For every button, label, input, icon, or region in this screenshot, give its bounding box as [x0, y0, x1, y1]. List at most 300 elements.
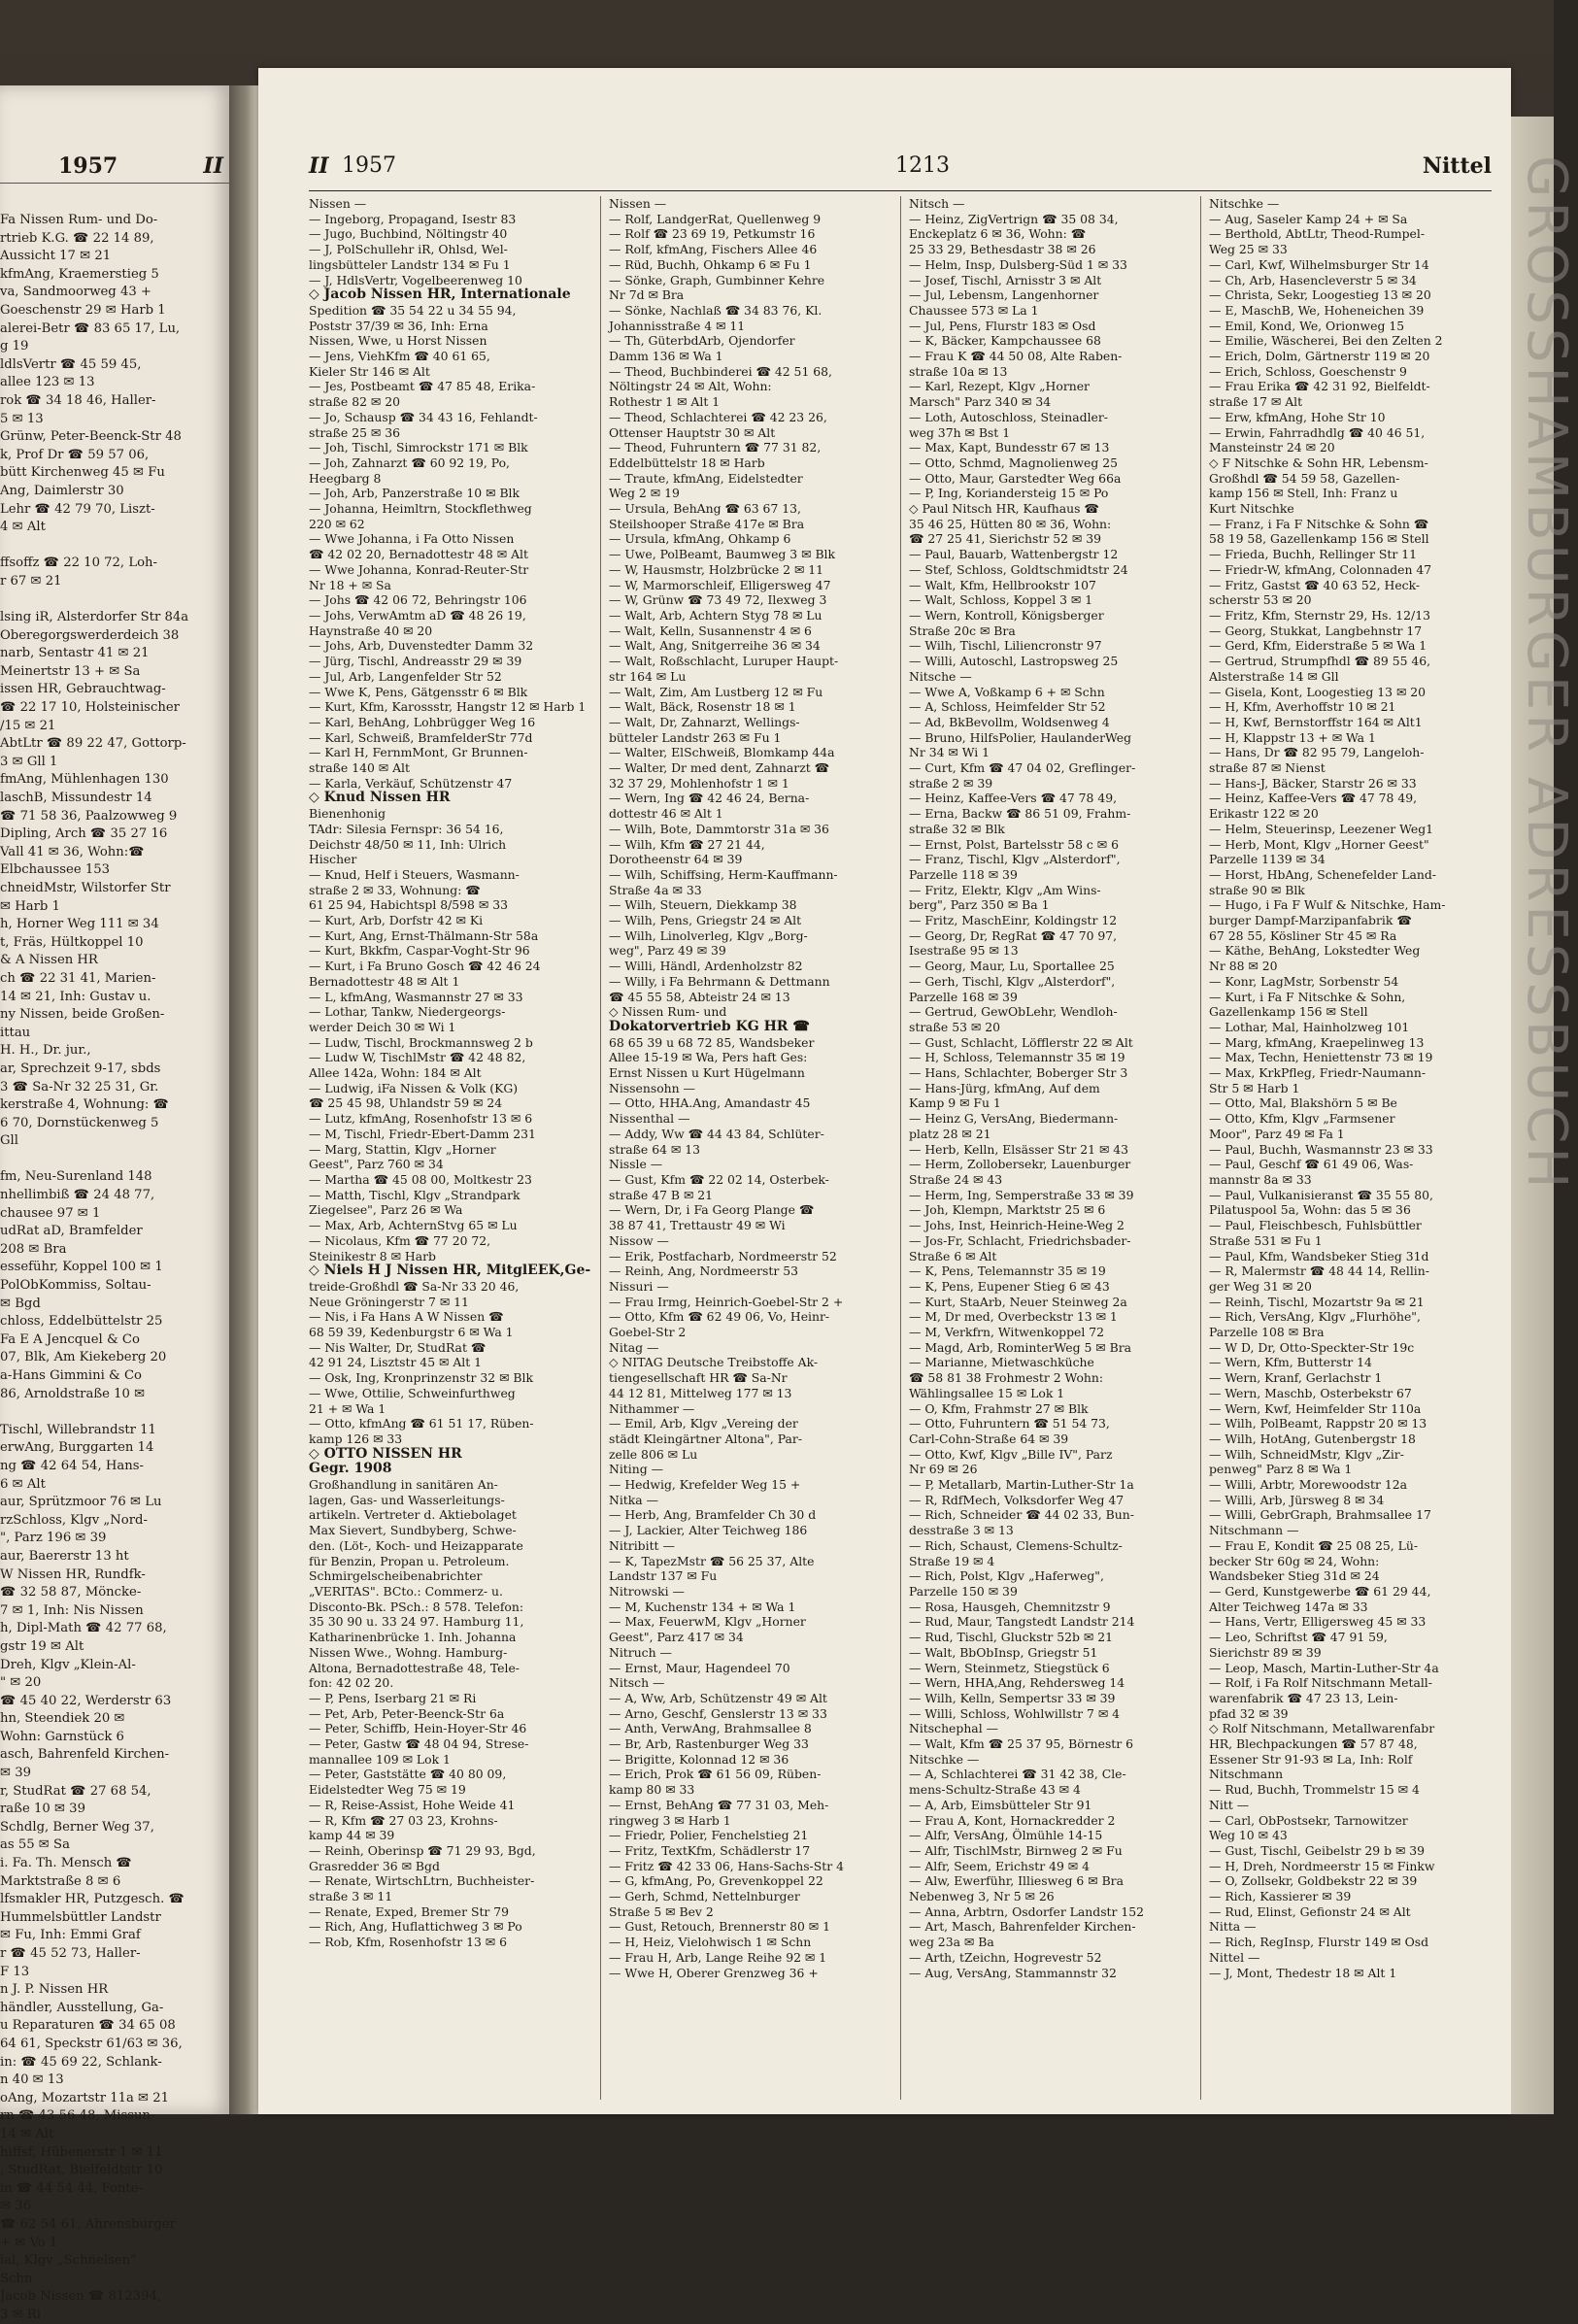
directory-entry-line: fm, Neu-Surenland 148: [0, 1169, 152, 1185]
directory-entry-line: Hischer: [309, 852, 357, 867]
directory-entry-line: , StudRat, Bielfeldtstr 10: [0, 2163, 163, 2178]
directory-entry-line: — Knud, Helf i Steuers, Wasmann-: [309, 866, 520, 882]
directory-entry-line: — Anth, VerwAng, Brahmsallee 8: [609, 1721, 812, 1736]
directory-entry-line: in: ☎ 45 69 22, Schlank-: [0, 2054, 162, 2070]
directory-entry-line: — Gust, Schlacht, Löfflerstr 22 ✉ Alt: [909, 1034, 1133, 1050]
surname-heading: Nitka —: [609, 1492, 659, 1507]
directory-entry-line: Meinertstr 13 + ✉ Sa: [0, 663, 141, 679]
directory-entry-line: kamp 156 ✉ Stell, Inh: Franz u: [1209, 486, 1398, 501]
directory-entry-line: — Kurt, StaArb, Neuer Steinweg 2a: [909, 1294, 1127, 1309]
surname-heading: Nithammer —: [609, 1400, 695, 1416]
directory-entry-line: — Rich, Schaust, Clemens-Schultz-: [909, 1537, 1123, 1553]
directory-entry-line: — Leo, Schriftst ☎ 47 91 59,: [1209, 1630, 1388, 1645]
directory-entry-line: — Wwe, Ottilie, Schweinfurthweg: [309, 1385, 516, 1400]
directory-entry-line: — Wilh, Linolverleg, Klgv „Borg-: [609, 927, 808, 943]
directory-entry-line: straße 90 ✉ Blk: [1209, 882, 1305, 897]
directory-entry-line: Bernadottestr 48 ✉ Alt 1: [309, 973, 460, 989]
surname-heading: Nitsch —: [609, 1675, 665, 1691]
directory-entry-line: ffsoffz ☎ 22 10 72, Loh-: [0, 556, 157, 571]
directory-entry-line: — Rud, Buchh, Trommelstr 15 ✉ 4: [1209, 1782, 1420, 1798]
directory-entry-line: — Jul, Pens, Flurstr 183 ✉ Osd: [909, 318, 1096, 333]
directory-entry-line: — P, Pens, Iserbarg 21 ✉ Ri: [309, 1690, 477, 1705]
directory-entry-line: Nr 69 ✉ 26: [909, 1462, 978, 1477]
directory-entry-line: ◇ Niels H J Nissen HR, MitglEEK,Ge-: [309, 1263, 591, 1279]
directory-entry-line: — G, kfmAng, Po, Grevenkoppel 22: [609, 1873, 823, 1889]
directory-entry-line: straße 64 ✉ 13: [609, 1141, 700, 1157]
directory-entry-line: ☎ 62 54 61, Ahrensburger: [0, 2216, 176, 2232]
directory-entry-line: Nr 7d ✉ Bra: [609, 287, 685, 303]
directory-entry-line: Geest", Parz 760 ✉ 34: [309, 1157, 444, 1172]
directory-entry-line: — Marg, kfmAng, Kraepelinweg 13: [1209, 1034, 1425, 1050]
directory-entry-line: — M, Dr med, Overbeckstr 13 ✉ 1: [909, 1309, 1118, 1325]
directory-entry-line: Nr 34 ✉ Wi 1: [909, 745, 990, 760]
surname-heading: Nissensohn —: [609, 1080, 695, 1095]
directory-entry-line: Straße 20c ✉ Bra: [909, 623, 1016, 638]
directory-entry-line: — Otto, HHA.Ang, Amandastr 45: [609, 1095, 811, 1111]
directory-entry-line: ial, Klgv „Schnelsen": [0, 2253, 137, 2269]
directory-entry-line: rzSchloss, Klgv „Nord-: [0, 1512, 148, 1528]
directory-entry-line: h, Horner Weg 111 ✉ 34: [0, 917, 159, 932]
directory-entry-line: — Otto, Kfm ☎ 62 49 06, Vo, Heinr-: [609, 1309, 830, 1325]
directory-entry-line: 07, Blk, Am Kiekeberg 20: [0, 1350, 167, 1365]
directory-entry-line: — O, Zollsekr, Goldbekstr 22 ✉ 39: [1209, 1873, 1418, 1889]
directory-entry-line: Eidelstedter Weg 75 ✉ 19: [309, 1782, 466, 1798]
directory-entry-line: dottestr 46 ✉ Alt 1: [609, 806, 723, 822]
directory-entry-line: — Johs ☎ 42 06 72, Behringstr 106: [309, 592, 527, 608]
directory-entry-line: nhellimbiß ☎ 24 48 77,: [0, 1188, 155, 1203]
directory-entry-line: — Hans, Dr ☎ 82 95 79, Langeloh-: [1209, 745, 1425, 760]
directory-entry-line: r ☎ 45 52 73, Haller-: [0, 1946, 141, 1961]
left-page-header: [58, 153, 223, 179]
directory-entry-line: Wählingsallee 15 ✉ Lok 1: [909, 1385, 1065, 1400]
directory-entry-line: — Johs, Inst, Heinrich-Heine-Weg 2: [909, 1218, 1125, 1233]
directory-entry-line: — Anna, Arbtrn, Osdorfer Landstr 152: [909, 1903, 1145, 1919]
directory-entry-line: — Wwe K, Pens, Gätgensstr 6 ✉ Blk: [309, 684, 528, 699]
directory-entry-line: straße 53 ✉ 20: [909, 1019, 1000, 1034]
directory-entry-line: 3 ✉ Gll 1: [0, 754, 58, 769]
directory-entry-line: — M, Kuchenstr 134 + ✉ Wa 1: [609, 1599, 796, 1614]
directory-entry-line: für Benzin, Propan u. Petroleum.: [309, 1553, 510, 1568]
directory-entry-line: — Hans-Jürg, kfmAng, Auf dem: [909, 1080, 1100, 1095]
directory-entry-line: fmAng, Mühlenhagen 130: [0, 772, 169, 788]
directory-entry-line: — Georg, Stukkat, Langbehnstr 17: [1209, 623, 1423, 638]
directory-entry-line: — Wern, HHA,Ang, Rehdersweg 14: [909, 1675, 1125, 1691]
directory-entry-line: Isestraße 95 ✉ 13: [909, 943, 1019, 959]
directory-entry-line: — Erwin, Fahrradhdlg ☎ 40 46 51,: [1209, 424, 1426, 440]
directory-entry-line: ger Weg 31 ✉ 20: [1209, 1278, 1312, 1294]
directory-entry-line: — Erich, Prok ☎ 61 56 09, Rüben-: [609, 1767, 822, 1782]
directory-entry-line: aur, Sprützmoor 76 ✉ Lu: [0, 1495, 162, 1510]
directory-entry-line: — Wilh, HotAng, Gutenbergstr 18: [1209, 1431, 1416, 1446]
directory-entry-line: — Johs, Arb, Duvenstedter Damm 32: [309, 638, 534, 654]
directory-entry-line: — Wilh, Bote, Dammtorstr 31a ✉ 36: [609, 821, 829, 836]
directory-entry-line: tiengesellschaft HR ☎ Sa-Nr: [609, 1370, 788, 1386]
directory-entry-line: rtrieb K.G. ☎ 22 14 89,: [0, 230, 154, 246]
directory-entry-line: Straße 4a ✉ 33: [609, 882, 702, 897]
directory-entry-line: — Otto, Mal, Blakshörn 5 ✉ Be: [1209, 1095, 1397, 1111]
directory-entry-line: — Wern, Kontroll, Königsberger: [909, 607, 1104, 623]
directory-entry-line: — Otto, Maur, Garstedter Weg 66a: [909, 470, 1122, 486]
directory-entry-line: Schmirgelscheibenabrichter: [309, 1568, 483, 1584]
directory-entry-line: Nebenweg 3, Nr 5 ✉ 26: [909, 1889, 1055, 1904]
directory-entry-line: 67 28 55, Kösliner Str 45 ✉ Ra: [1209, 927, 1397, 943]
directory-entry-line: — Franz, i Fa F Nitschke & Sohn ☎: [1209, 516, 1429, 531]
surname-heading: Nitsche —: [909, 668, 972, 684]
directory-entry-line: — Wilh, Kfm ☎ 27 21 44,: [609, 836, 765, 852]
directory-entry-line: — Karla, Verkäuf, Schützenstr 47: [309, 775, 513, 791]
directory-entry-line: chloss, Eddelbüttelstr 25: [0, 1314, 163, 1330]
directory-entry-line: — Max, KrkPfleg, Friedr-Naumann-: [1209, 1065, 1427, 1081]
directory-entry-line: — Erich, Dolm, Gärtnerstr 119 ✉ 20: [1209, 349, 1430, 364]
directory-entry-line: 7 ✉ 1, Inh: Nis Nissen: [0, 1602, 144, 1618]
directory-entry-line: Parzelle 1139 ✉ 34: [1209, 852, 1326, 867]
directory-entry-line: 38 87 41, Trettaustr 49 ✉ Wi: [609, 1218, 786, 1233]
directory-entry-line: — Willi, Autoschl, Lastropsweg 25: [909, 654, 1119, 669]
directory-entry-line: — Otto, Kwf, Klgv „Bille IV", Parz: [909, 1446, 1113, 1462]
directory-entry-line: — Gust, Retouch, Brennerstr 80 ✉ 1: [609, 1919, 830, 1935]
column-divider: [900, 196, 901, 2100]
directory-entry-line: Straße 19 ✉ 4: [909, 1553, 995, 1568]
directory-entry-line: — A, Schlachterei ☎ 31 42 38, Cle-: [909, 1767, 1126, 1782]
directory-entry-line: — J, Lackier, Alter Teichweg 186: [609, 1523, 808, 1538]
directory-entry-line: — Wilh, Tischl, Liliencronstr 97: [909, 638, 1102, 654]
directory-entry-line: — Rolf ☎ 23 69 19, Petkumstr 16: [609, 226, 816, 242]
directory-entry-line: Disconto-Bk. PSch.: 8 578. Telefon:: [309, 1599, 524, 1614]
directory-entry-line: — Lothar, Tankw, Niedergeorgs-: [309, 1004, 506, 1020]
directory-entry-line: burger Dampf-Marzipanfabrik ☎: [1209, 913, 1412, 928]
directory-entry-line: — Helm, Steuerinsp, Leezener Weg1: [1209, 821, 1434, 836]
directory-entry-line: 220 ✉ 62: [309, 516, 365, 531]
directory-entry-line: Fa Nissen Rum- und Do-: [0, 213, 158, 227]
directory-entry-line: — Walt, Ang, Snitgerreihe 36 ✉ 34: [609, 638, 821, 654]
directory-entry-line: t, Fräs, Hültkoppel 10: [0, 934, 144, 950]
directory-entry-line: Hummelsbüttler Landstr: [0, 1909, 161, 1925]
directory-entry-line: — Heinz, Kaffee-Vers ☎ 47 78 49,: [1209, 791, 1418, 806]
directory-entry-line: — W, Hausmstr, Holzbrücke 2 ✉ 11: [609, 561, 824, 577]
directory-entry-line: — Fritz, TextKfm, Schädlerstr 17: [609, 1842, 811, 1858]
directory-entry-line: ☎ 27 25 41, Sierichstr 52 ✉ 39: [909, 531, 1102, 547]
directory-entry-line: — Heinz, Kaffee-Vers ☎ 47 78 49,: [909, 791, 1118, 806]
directory-entry-line: — Paul, Kfm, Wandsbeker Stieg 31d: [1209, 1248, 1429, 1263]
directory-entry-line: — Kurt, Ang, Ernst-Thälmann-Str 58a: [309, 927, 539, 943]
directory-entry-line: kamp 126 ✉ 33: [309, 1431, 403, 1446]
directory-entry-line: Tischl, Willebrandstr 11: [0, 1422, 156, 1437]
directory-entry-line: — Gertrud, Strumpfhdl ☎ 89 55 46,: [1209, 654, 1431, 669]
directory-entry-line: Goeschenstr 29 ✉ Harb 1: [0, 302, 166, 318]
directory-entry-line: — Herb, Mont, Klgv „Horner Geest": [1209, 836, 1429, 852]
directory-entry-line: — Lothar, Mal, Hainholzweg 101: [1209, 1019, 1410, 1034]
directory-entry-line: Kurt Nitschke: [1209, 501, 1294, 517]
directory-entry-line: Steinikestr 8 ✉ Harb: [309, 1248, 436, 1263]
directory-entry-line: Fa E A Jencquel & Co: [0, 1331, 140, 1347]
directory-entry-line: [0, 590, 219, 609]
directory-entry-line: a-Hans Gimmini & Co: [0, 1368, 142, 1383]
directory-entry-line: — Wern, Dr, i Fa Georg Plange ☎: [609, 1202, 815, 1218]
directory-entry-line: — Carl, ObPostsekr, Tarnowitzer: [1209, 1812, 1408, 1828]
left-page-section: II: [203, 153, 223, 179]
directory-entry-line: — Heinz, ZigVertrign ☎ 35 08 34,: [909, 211, 1119, 226]
directory-entry-line: ◇ Rolf Nitschmann, Metallwarenfabr: [1209, 1721, 1435, 1736]
directory-entry-line: — Otto, Kfm, Klgv „Farmsener: [1209, 1111, 1395, 1127]
directory-entry-line: bütteler Landstr 263 ✉ Fu 1: [609, 729, 782, 745]
directory-entry-line: — Christa, Sekr, Loogestieg 13 ✉ 20: [1209, 287, 1431, 303]
directory-entry-line: — Fritz, MaschEinr, Koldingstr 12: [909, 913, 1118, 928]
surname-heading: Nitruch —: [609, 1644, 672, 1660]
directory-entry-line: — O, Kfm, Frahmstr 27 ✉ Blk: [909, 1400, 1089, 1416]
directory-entry-line: — Walt, Dr, Zahnarzt, Wellings-: [609, 714, 800, 729]
directory-entry-line: — Aug, VersAng, Stammannstr 32: [909, 1965, 1117, 1980]
directory-entry-line: — Wilh, Pens, Griegstr 24 ✉ Alt: [609, 913, 802, 928]
directory-entry-line: — Fritz ☎ 42 33 06, Hans-Sachs-Str 4: [609, 1858, 844, 1873]
directory-entry-line: straße 2 ✉ 33, Wohnung: ☎: [309, 882, 481, 897]
directory-entry-line: straße 32 ✉ Blk: [909, 821, 1005, 836]
directory-entry-line: Allee 142a, Wohn: 184 ✉ Alt: [309, 1065, 482, 1081]
directory-entry-line: — H, Dreh, Nordmeerstr 15 ✉ Finkw: [1209, 1858, 1435, 1873]
column-divider: [1200, 196, 1201, 2100]
directory-entry-line: Erikastr 122 ✉ 20: [1209, 806, 1319, 822]
directory-entry-line: Nissen Wwe., Wohng. Hamburg-: [309, 1644, 508, 1660]
directory-entry-line: 61 25 94, Habichtspl 8/598 ✉ 33: [309, 897, 508, 913]
directory-entry-line: — Pet, Arb, Peter-Beenck-Str 6a: [309, 1705, 505, 1721]
directory-entry-line: Alter Teichweg 147a ✉ 33: [1209, 1599, 1368, 1614]
directory-entry-line: laschB, Missundestr 14: [0, 791, 152, 805]
directory-column-1: [309, 196, 590, 2100]
directory-entry-line: — Wilh, SchneidMstr, Klgv „Zir-: [1209, 1446, 1404, 1462]
directory-entry-line: kamp 44 ✉ 39: [309, 1828, 395, 1843]
directory-entry-line: — Otto, Fuhruntern ☎ 51 54 73,: [909, 1416, 1110, 1431]
directory-entry-line: — Frau H, Arb, Lange Reihe 92 ✉ 1: [609, 1949, 827, 1965]
directory-entry-line: — Walt, Kfm ☎ 25 37 95, Börnestr 6: [909, 1736, 1134, 1752]
directory-entry-line: treide-Großhdl ☎ Sa-Nr 33 20 46,: [309, 1278, 520, 1294]
directory-entry-line: lfsmakler HR, Putzgesch. ☎: [0, 1892, 185, 1907]
directory-entry-line: — Walt, Arb, Achtern Styg 78 ✉ Lu: [609, 607, 823, 623]
right-page-year: 1957: [342, 153, 396, 178]
directory-entry-line: F 13: [0, 1964, 30, 1979]
directory-entry-line: Bienenhonig: [309, 806, 386, 822]
directory-entry-line: ✉ 39: [0, 1766, 32, 1781]
directory-entry-line: — Georg, Dr, RegRat ☎ 47 70 97,: [909, 927, 1118, 943]
directory-entry-line: — Loth, Autoschloss, Steinadler-: [909, 409, 1108, 424]
directory-entry-line: — Stef, Schloss, Goldtschmidtstr 24: [909, 561, 1128, 577]
directory-entry-line: — Karl H, FernmMont, Gr Brunnen-: [309, 745, 528, 760]
directory-entry-line: Straße 24 ✉ 43: [909, 1172, 1003, 1187]
directory-entry-line: ◇ F Nitschke & Sohn HR, Lebensm-: [1209, 455, 1428, 470]
directory-entry-line: — Otto, kfmAng ☎ 61 51 17, Rüben-: [309, 1416, 534, 1431]
directory-entry-line: — Alw, Ewerführ, Illiesweg 6 ✉ Bra: [909, 1873, 1124, 1889]
directory-entry-line: penweg" Parz 8 ✉ Wa 1: [1209, 1462, 1353, 1477]
right-page-section: II: [309, 153, 329, 179]
directory-entry-line: h, Dipl-Math ☎ 42 77 68,: [0, 1621, 167, 1636]
directory-entry-line: — Herm, Ing, Semperstraße 33 ✉ 39: [909, 1187, 1134, 1202]
directory-entry-line: — Walt, Schloss, Koppel 3 ✉ 1: [909, 592, 1093, 608]
directory-entry-line: — Rich, VersAng, Klgv „Flurhöhe",: [1209, 1309, 1421, 1325]
directory-entry-line: — Ingeborg, Propagand, Isestr 83: [309, 211, 517, 226]
directory-entry-line: — H, Kfm, Averhoffstr 10 ✉ 21: [1209, 699, 1396, 715]
directory-entry-line: gstr 19 ✉ Alt: [0, 1638, 84, 1654]
directory-entry-line: str 164 ✉ Lu: [609, 668, 687, 684]
directory-entry-line: — J, PolSchullehr iR, Ohlsd, Wel-: [309, 242, 508, 257]
directory-entry-line: udRat aD, Bramfelder: [0, 1224, 143, 1239]
directory-entry-line: — Rolf, LandgerRat, Quellenweg 9: [609, 211, 822, 226]
directory-entry-line: mens-Schultz-Straße 43 ✉ 4: [909, 1782, 1081, 1798]
directory-entry-line: mannstr 8a ✉ 33: [1209, 1172, 1312, 1187]
directory-entry-line: — Kurt, Arb, Dorfstr 42 ✉ Ki: [309, 913, 484, 928]
directory-entry-line: — Wilh, Kelln, Sempertsr 33 ✉ 39: [909, 1690, 1116, 1705]
directory-entry-line: Carl-Cohn-Straße 64 ✉ 39: [909, 1431, 1069, 1446]
directory-entry-line: — Willi, Arb, Jürsweg 8 ✉ 34: [1209, 1492, 1385, 1507]
directory-entry-line: — Wilh, Steuern, Diekkamp 38: [609, 897, 797, 913]
directory-entry-line: Dorotheenstr 64 ✉ 39: [609, 852, 743, 867]
directory-entry-line: n 40 ✉ 13: [0, 2072, 64, 2088]
page-keyword: Nittel: [1422, 153, 1492, 179]
directory-entry-line: — Alfr, VersAng, Ölmühle 14-15: [909, 1828, 1103, 1843]
directory-entry-line: — Ad, BkBevollm, Woldsenweg 4: [909, 714, 1110, 729]
directory-entry-line: r 67 ✉ 21: [0, 573, 62, 589]
directory-entry-line: Grasredder 36 ✉ Bgd: [309, 1858, 440, 1873]
directory-entry-line: — Jens, ViehKfm ☎ 40 61 65,: [309, 349, 490, 364]
directory-entry-line: TAdr: Silesia Fernspr: 36 54 16,: [309, 821, 504, 836]
directory-entry-line: — Rolf, kfmAng, Fischers Allee 46: [609, 242, 818, 257]
directory-entry-line: ◇ NITAG Deutsche Treibstoffe Ak-: [609, 1355, 819, 1370]
directory-entry-line: — Franz, Tischl, Klgv „Alsterdorf",: [909, 852, 1121, 867]
directory-entry-line: — Wwe H, Oberer Grenzweg 36 +: [609, 1965, 819, 1980]
directory-entry-line: — Max, FeuerwM, Klgv „Horner: [609, 1614, 806, 1630]
directory-entry-line: — Walter, Dr med dent, Zahnarzt ☎: [609, 760, 830, 776]
directory-entry-line: — Kurt, i Fa Bruno Gosch ☎ 42 46 24: [309, 959, 541, 974]
surname-heading: Nissle —: [609, 1157, 663, 1172]
directory-entry-line: — Rolf, i Fa Rolf Nitschmann Metall-: [1209, 1675, 1432, 1691]
directory-entry-line: becker Str 60g ✉ 24, Wohn:: [1209, 1553, 1380, 1568]
directory-entry-line: — Br, Arb, Rastenburger Weg 33: [609, 1736, 809, 1752]
directory-entry-line: — Erna, Backw ☎ 86 51 09, Frahm-: [909, 806, 1131, 822]
directory-entry-line: 64 61, Speckstr 61/63 ✉ 36,: [0, 2036, 183, 2051]
directory-entry-line: 14 ✉ Alt: [0, 2126, 54, 2141]
directory-entry-line: — Walt, BbObInsp, Griegstr 51: [909, 1644, 1098, 1660]
directory-entry-line: g 19: [0, 339, 29, 354]
directory-entry-line: Steilshooper Straße 417e ✉ Bra: [609, 516, 805, 531]
directory-entry-line: — Ernst, Polst, Bartelsstr 58 c ✉ 6: [909, 836, 1120, 852]
directory-entry-line: — Joh, Tischl, Simrockstr 171 ✉ Blk: [309, 440, 528, 455]
directory-entry-line: — M, Tischl, Friedr-Ebert-Damm 231: [309, 1126, 536, 1141]
directory-entry-line: Gazellenkamp 156 ✉ Stell: [1209, 1004, 1368, 1020]
directory-entry-line: — Willi, Schloss, Wohlwillstr 7 ✉ 4: [909, 1705, 1121, 1721]
directory-entry-line: Nissen, Wwe, u Horst Nissen: [309, 333, 487, 349]
directory-entry-line: straße 3 ✉ 11: [309, 1889, 393, 1904]
directory-entry-line: ✉ Fu, Inh: Emmi Graf: [0, 1928, 141, 1943]
directory-entry-line: asch, Bahrenfeld Kirchen-: [0, 1747, 170, 1763]
directory-entry-line: oAng, Mozartstr 11a ✉ 21: [0, 2090, 170, 2105]
directory-entry-line: lsing iR, Alsterdorfer Str 84a: [0, 610, 189, 625]
directory-entry-line: 3 ☎ Sa-Nr 32 25 31, Gr.: [0, 1079, 159, 1095]
directory-entry-line: — Walt, Kelln, Susannenstr 4 ✉ 6: [609, 623, 812, 638]
directory-entry-line: weg 23a ✉ Ba: [909, 1935, 994, 1950]
directory-entry-line: — Arth, tZeichn, Hogrevestr 52: [909, 1949, 1102, 1965]
directory-entry-line: Rothestr 1 ✉ Alt 1: [609, 394, 721, 410]
surname-heading: Nitag —: [609, 1339, 659, 1355]
directory-entry-line: 5 ✉ 13: [0, 411, 44, 426]
directory-entry-line: — Erik, Postfacharb, Nordmeerstr 52: [609, 1248, 837, 1263]
directory-entry-line: — Rich, Polst, Klgv „Haferweg",: [909, 1568, 1104, 1584]
directory-entry-line: — J, Mont, Thedestr 18 ✉ Alt 1: [1209, 1965, 1397, 1980]
directory-entry-line: — Walter, ElSchweiß, Blomkamp 44a: [609, 745, 835, 760]
directory-entry-line: — Wilh, Schiffsing, Herm-Kauffmann-: [609, 866, 838, 882]
directory-entry-line: — Lutz, kfmAng, Rosenhofstr 13 ✉ 6: [309, 1111, 533, 1127]
directory-entry-line: — W D, Dr, Otto-Speckter-Str 19c: [1209, 1339, 1415, 1355]
directory-entry-line: 21 + ✉ Wa 1: [309, 1400, 386, 1416]
directory-entry-line: — Max, Kapt, Bundesstr 67 ✉ 13: [909, 440, 1110, 455]
directory-entry-line: lingsbütteler Landstr 134 ✉ Fu 1: [309, 256, 511, 272]
directory-entry-line: — Nicolaus, Kfm ☎ 77 20 72,: [309, 1232, 491, 1248]
directory-entry-line: desstraße 3 ✉ 13: [909, 1523, 1014, 1538]
directory-entry-line: ☎ 71 58 36, Paalzowweg 9: [0, 808, 178, 824]
surname-heading: Nitsch —: [909, 196, 965, 211]
directory-entry-line: — Jürg, Tischl, Andreasstr 29 ✉ 39: [309, 654, 522, 669]
directory-entry-line: — Matth, Tischl, Klgv „Strandpark: [309, 1187, 520, 1202]
directory-entry-line: — Joh, Zahnarzt ☎ 60 92 19, Po,: [309, 455, 510, 470]
directory-entry-line: — Jo, Schausp ☎ 34 43 16, Fehlandt-: [309, 409, 538, 424]
directory-entry-line: — Walt, Zim, Am Lustberg 12 ✉ Fu: [609, 684, 823, 699]
directory-entry-line: Schdlg, Berner Weg 37,: [0, 1819, 154, 1835]
directory-entry-line: — Hans, Vertr, Elligersweg 45 ✉ 33: [1209, 1614, 1427, 1630]
directory-entry-line: Nr 18 + ✉ Sa: [309, 577, 391, 592]
directory-entry-line: zelle 806 ✉ Lu: [609, 1446, 698, 1462]
directory-entry-line: Lehr ☎ 42 79 70, Liszt-: [0, 501, 155, 517]
directory-entry-line: — Rüd, Buchh, Ohkamp 6 ✉ Fu 1: [609, 256, 812, 272]
directory-entry-line: 4 ✉ Alt: [0, 520, 46, 535]
surname-heading: Nitrowski —: [609, 1583, 685, 1599]
directory-entry-line: Spedition ☎ 35 54 22 u 34 55 94,: [309, 302, 517, 318]
directory-entry-line: städt Kleingärtner Altona", Par-: [609, 1431, 803, 1446]
directory-entry-line: — Hedwig, Krefelder Weg 15 +: [609, 1477, 801, 1493]
directory-entry-line: in ☎ 44 54 44, Fonte-: [0, 2180, 144, 2196]
directory-entry-line: u Reparaturen ☎ 34 65 08: [0, 2018, 176, 2034]
directory-entry-line: — Johanna, Heimltrn, Stockflethweg: [309, 501, 532, 517]
directory-entry-line: 6 70, Dornstückenweg 5: [0, 1115, 159, 1130]
directory-entry-line: — L, kfmAng, Wasmannstr 27 ✉ 33: [309, 989, 523, 1004]
directory-entry-line: — Peter, Gaststätte ☎ 40 80 09,: [309, 1767, 507, 1782]
directory-entry-line: — Joh, Arb, Panzerstraße 10 ✉ Blk: [309, 486, 520, 501]
directory-entry-line: — Wern, Maschb, Osterbekstr 67: [1209, 1385, 1412, 1400]
directory-entry-line: — Theod, Fuhruntern ☎ 77 31 82,: [609, 440, 822, 455]
directory-entry-line: Eddelbüttelstr 18 ✉ Harb: [609, 455, 765, 470]
directory-entry-line: ", Parz 196 ✉ 39: [0, 1531, 107, 1546]
directory-entry-line: — W, Grünw ☎ 73 49 72, Ilexweg 3: [609, 592, 827, 608]
directory-entry-line: 68 59 39, Kedenburgstr 6 ✉ Wa 1: [309, 1325, 514, 1340]
directory-entry-line: straße 87 ✉ Nienst: [1209, 760, 1326, 776]
directory-entry-line: — Frau K ☎ 44 50 08, Alte Raben-: [909, 349, 1123, 364]
directory-entry-line: — Jul, Arb, Langenfelder Str 52: [309, 668, 502, 684]
directory-entry-line: — Wwe A, Voßkamp 6 + ✉ Schn: [909, 684, 1105, 699]
directory-entry-line: Max Sievert, Sundbyberg, Schwe-: [309, 1523, 517, 1538]
directory-entry-line: — Willy, i Fa Behrmann & Dettmann: [609, 973, 830, 989]
right-page-header: [309, 153, 1492, 185]
directory-entry-line: narb, Sentastr 41 ✉ 21: [0, 646, 150, 661]
directory-entry-line: Ottenser Hauptstr 30 ✉ Alt: [609, 424, 776, 440]
directory-entry-line: — Fritz, Elektr, Klgv „Am Wins-: [909, 882, 1101, 897]
directory-entry-line: Ernst Nissen u Kurt Hügelmann: [609, 1065, 805, 1081]
directory-entry-line: [0, 1151, 219, 1169]
directory-entry-line: — Jos-Fr, Schlacht, Friedrichsbader-: [909, 1232, 1131, 1248]
directory-entry-line: Deichstr 48/50 ✉ 11, Inh: Ulrich: [309, 836, 507, 852]
directory-entry-line: [0, 1403, 219, 1422]
directory-entry-line: 6 ✉ Alt: [0, 1476, 46, 1492]
directory-entry-line: — Frieda, Buchh, Rellinger Str 11: [1209, 547, 1417, 562]
directory-entry-line: straße 25 ✉ 36: [309, 424, 400, 440]
directory-entry-line: allee 123 ✉ 13: [0, 375, 95, 390]
directory-entry-line: — Kurt, Bkkfm, Caspar-Voght-Str 96: [309, 943, 530, 959]
directory-entry-line: Geest", Parz 417 ✉ 34: [609, 1630, 744, 1645]
directory-entry-line: Neue Gröningerstr 7 ✉ 11: [309, 1294, 469, 1309]
